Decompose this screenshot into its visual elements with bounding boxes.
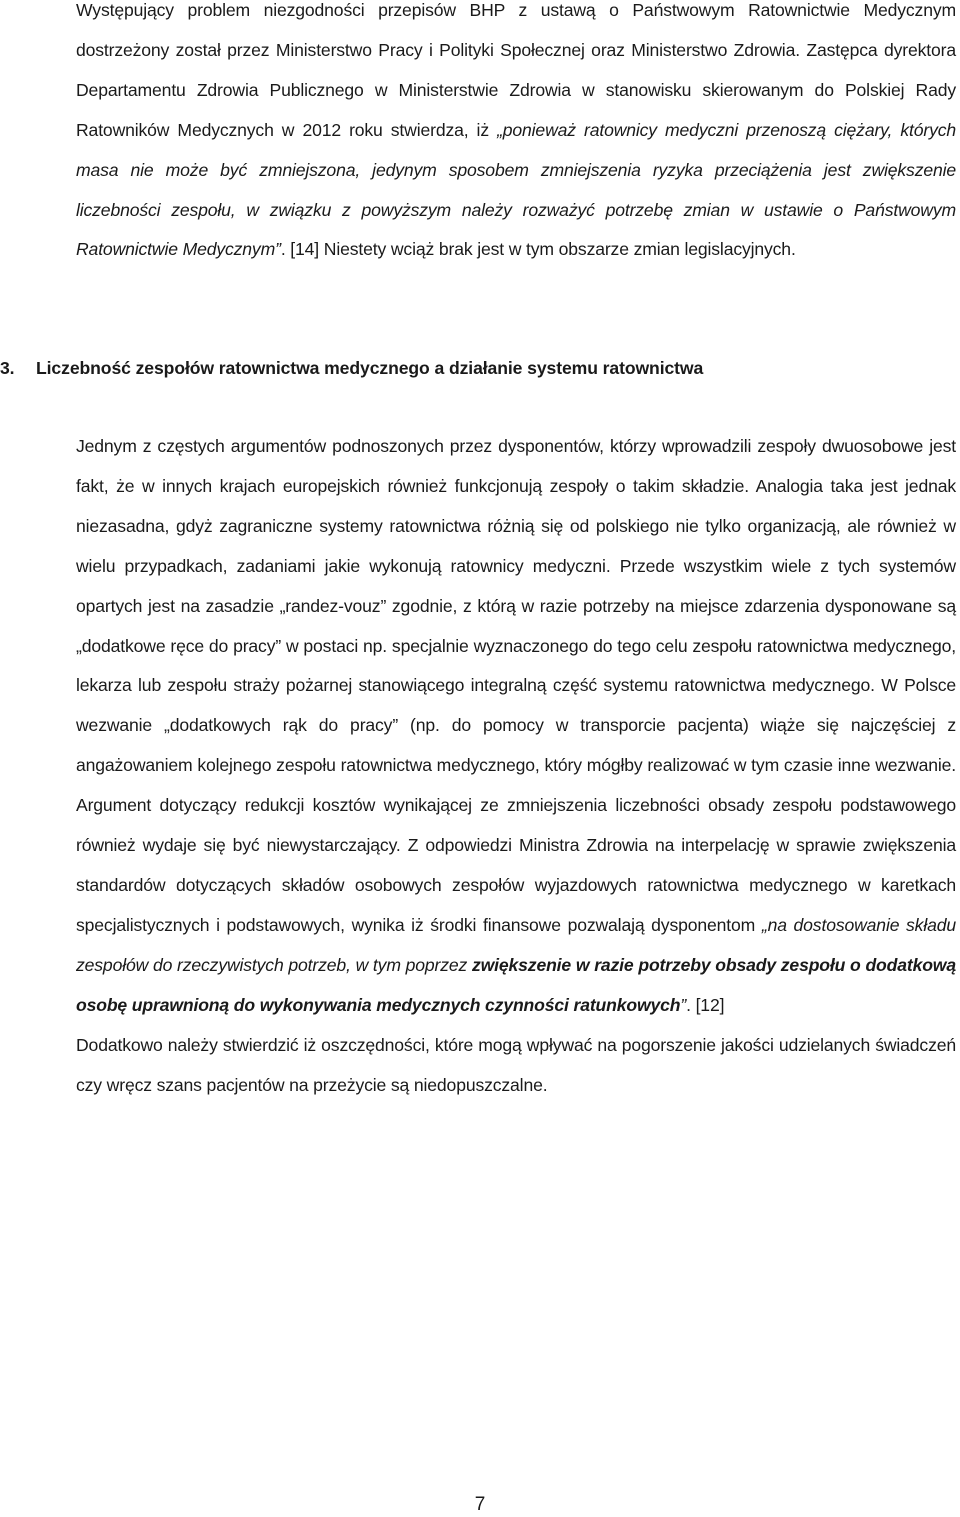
section-heading <box>0 353 900 383</box>
paragraph-text: Występujący problem niezgodności przepisów BHP z ustawą o Państwowym Ratownictwie Medycznym dostrzeżony został przez Ministerstwo Pracy i Polityki Społecznej oraz Ministerstwo Zdrowia. Zastępca dyrektora Departamentu Zdrowia Publicznego w Ministerstwie Zdrowia w stanowisku skierowanym do Polskiej Rady Ratowników Medycznych w 2012 roku stwierdza, iż <box>76 0 956 140</box>
quote-bold-text: zwiększenie w razie potrzeby obsady zespołu o dodatkową osobę uprawnioną do wykonywania medycznych czynności ratunkowych <box>76 954 956 1015</box>
paragraph-conclusion: Dodatkowo należy stwierdzić iż oszczędności, które mogą wpływać na pogorszenie jakości udzielanych świadczeń czy wręcz szans pacjentów na przeżycie są niedopuszczalne. <box>76 1034 956 1095</box>
citation: . [12] <box>686 994 725 1015</box>
section-title: Liczebność zespołów ratownictwa medycznego a działanie systemu ratownictwa <box>36 358 704 378</box>
paragraph-bhp-regulations <box>76 0 956 270</box>
paragraph-team-size <box>76 427 956 1105</box>
paragraph-text-end: . [14] Niestety wciąż brak jest w tym obszarze zmian legislacyjnych. <box>280 239 796 260</box>
page-number: 7 <box>474 1494 486 1515</box>
quote-italic-text: „na dostosowanie składu zespołów do rzeczywistych potrzeb, w tym poprzez <box>76 914 956 975</box>
paragraph-text: Jednym z częstych argumentów podnoszonych przez dysponentów, którzy wprowadzili zespoły dwuosobowe jest fakt, że w innych krajach europejskich również funkcjonują zespoły o takim składzie. Analogia taka jest jednak niezasadna, gdyż zagraniczne systemy ratownictwa różnią się od polskiego nie tylko organizacją, ale również w wielu przypadkach, zadaniami jakie wykonują ratownicy medyczni. Przede wszystkim wiele z tych systemów opartych jest na zasadzie „randez-vouz” zgodnie, z którą w razie potrzeby na miejsce zdarzenia dysponowane są „dodatkowe ręce do pracy” w postaci np. specjalnie wyznaczonego do tego celu zespołu ratownictwa medycznego, lekarza lub zespołu straży pożarnej stanowiącego integralną część systemu ratownictwa medycznego. W Polsce wezwanie „dodatkowych rąk do pracy” (np. do pomocy w transporcie pacjenta) wiąże się najczęściej z angażowaniem kolejnego zespołu ratownictwa medycznego, który mógłby realizować w tym czasie inne wezwanie. Argument dotyczący redukcji kosztów wynikającej ze zmniejszenia liczebności obsady zespołu podstawowego również wydaje się być niewystarczający. Z odpowiedzi Ministra Zdrowia na interpelację w sprawie zwiększenia standardów dotyczących składów osobowych zespołów wyjazdowych ratownictwa medycznego w karetkach specjalistycznych i podstawowych, wynika iż środki finansowe pozwalają dysponentom <box>76 436 956 935</box>
quote-close-mark: ” <box>680 994 687 1015</box>
section-number: 3. <box>0 358 15 378</box>
quoted-statement: „ponieważ ratownicy medyczni przenoszą ciężary, których masa nie może być zmniejszona, jedynym sposobem zmniejszenia ryzyka przeciążenia jest zwiększenie liczebności zespołu, w związku z powyższym należy rozważyć potrzebę zmian w ustawie o Państwowym Ratownictwie Medycznym” <box>76 119 956 260</box>
